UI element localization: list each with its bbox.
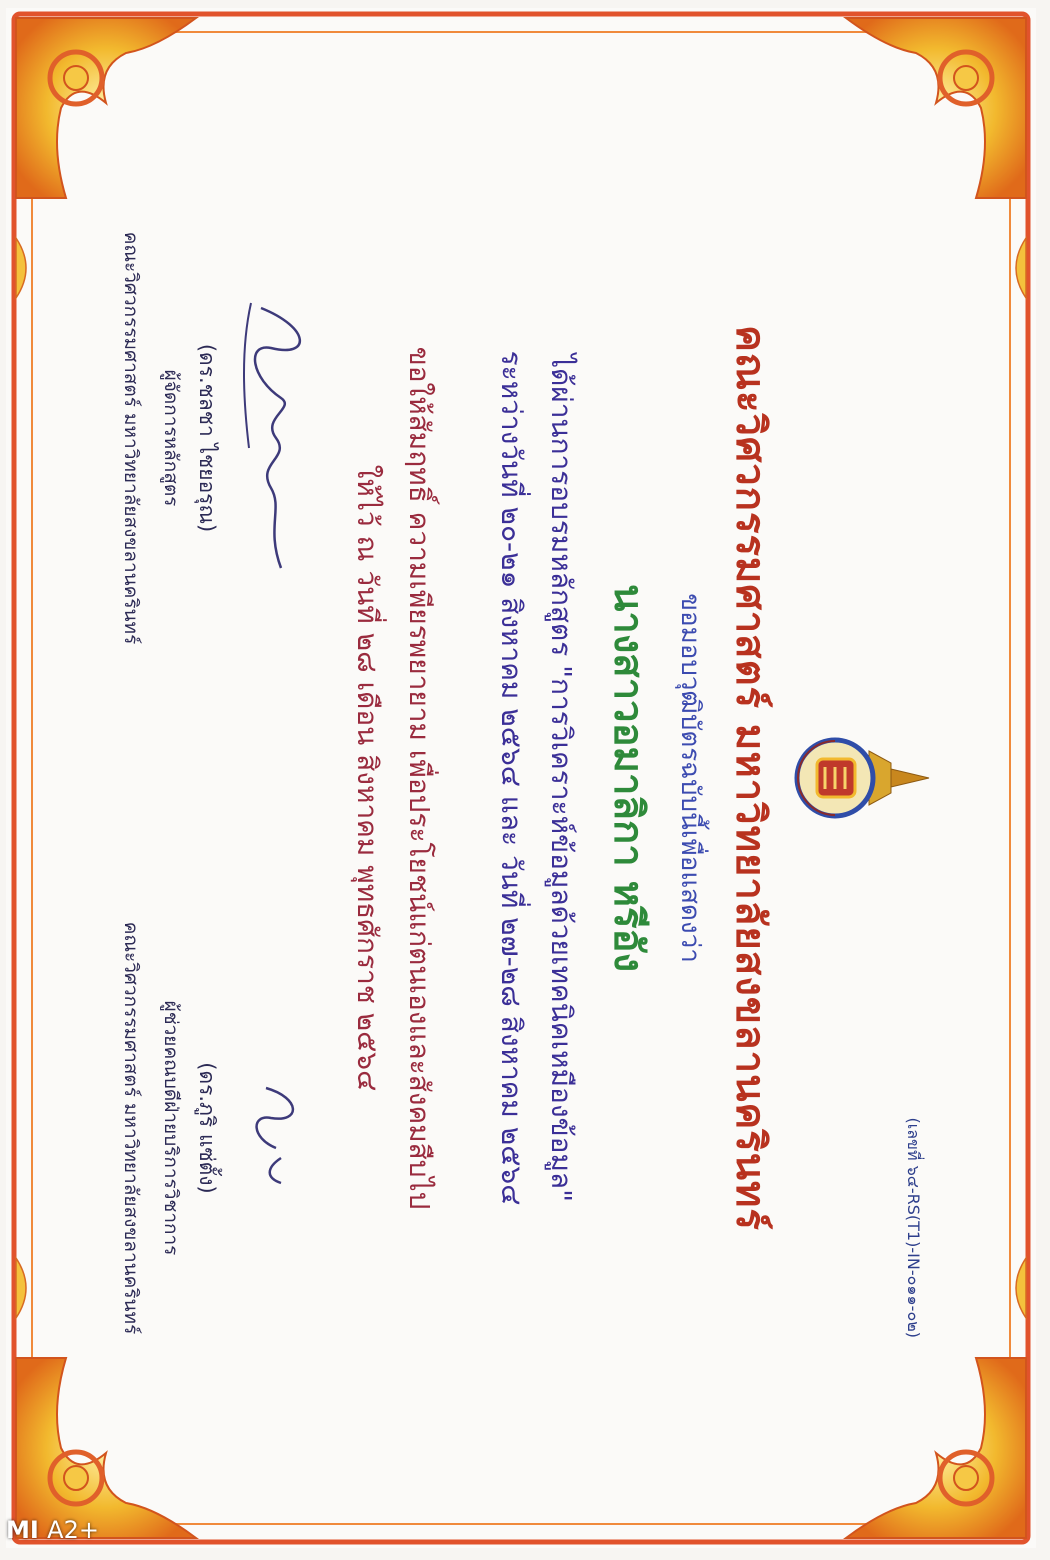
blessing-text: ขอให้สัมฤทธิ์ ความเพียรพยายาม เพื่อประโยชน์แก่ตนเองและสังคมสืบไป	[403, 346, 436, 1210]
signature-block-left	[116, 218, 321, 658]
issue-date: ให้ไว้ ณ วันที่ ๒๘ เดือน สิงหาคม พุทธศักราช ๒๕๖๔	[351, 464, 384, 1092]
faculty-title: คณะวิศวกรรมศาสตร์ มหาวิทยาลัยสงขลานครินทร์	[727, 325, 773, 1231]
signatory-right-position: ผู้ช่วยคณบดีฝ่ายบริการวิชาการ	[160, 1000, 182, 1256]
signature-block-right	[116, 908, 321, 1348]
certificate-sheet	[6, 8, 1036, 1548]
certificate-content	[81, 68, 961, 1488]
signatory-left-organization: คณะวิศวกรรมศาสตร์ มหาวิทยาลัยสงขลานครินทร์	[120, 231, 142, 645]
signatory-right-organization: คณะวิศวกรรมศาสตร์ มหาวิทยาลัยสงขลานครินทร์	[120, 921, 142, 1335]
side-accent-left	[16, 238, 26, 1318]
signature-mark-right	[231, 1028, 321, 1228]
camera-model: A2+	[47, 1516, 99, 1544]
university-emblem	[781, 723, 931, 833]
side-accent-right	[1016, 238, 1026, 1318]
recipient-name: นางสาวอมาลิกา หรีอัง	[605, 583, 651, 973]
award-intro: ขอมอบวุฒิบัตรฉบับนี้เพื่อแสดงว่า	[675, 593, 705, 963]
course-dates: ระหว่างวันที่ ๒๐-๒๑ สิงหาคม ๒๕๖๔ และ วันที่ ๒๗-๒๘ สิงหาคม ๒๕๖๔	[495, 350, 528, 1206]
signature-mark-left	[231, 288, 321, 588]
camera-watermark	[6, 1516, 99, 1544]
certificate-serial: (เลขที่ ๖๔-RS(T1)-IN-๐๑๑-๐๒)	[904, 1117, 923, 1338]
signatory-left-position: ผู้จัดการหลักสูตร	[160, 369, 182, 507]
camera-brand: MI	[6, 1516, 39, 1544]
signatory-left-name: (ดร.ชลชา ไชยอรุณ)	[195, 343, 219, 533]
course-statement: ได้ผ่านการอบรมหลักสูตร "การวิเคราะห์ข้อมูลด้วยเทคนิคเหมืองข้อมูล"	[545, 354, 578, 1202]
signatory-right-name: (ดร.ภูริ แซ่ตั้ง)	[195, 1062, 219, 1194]
